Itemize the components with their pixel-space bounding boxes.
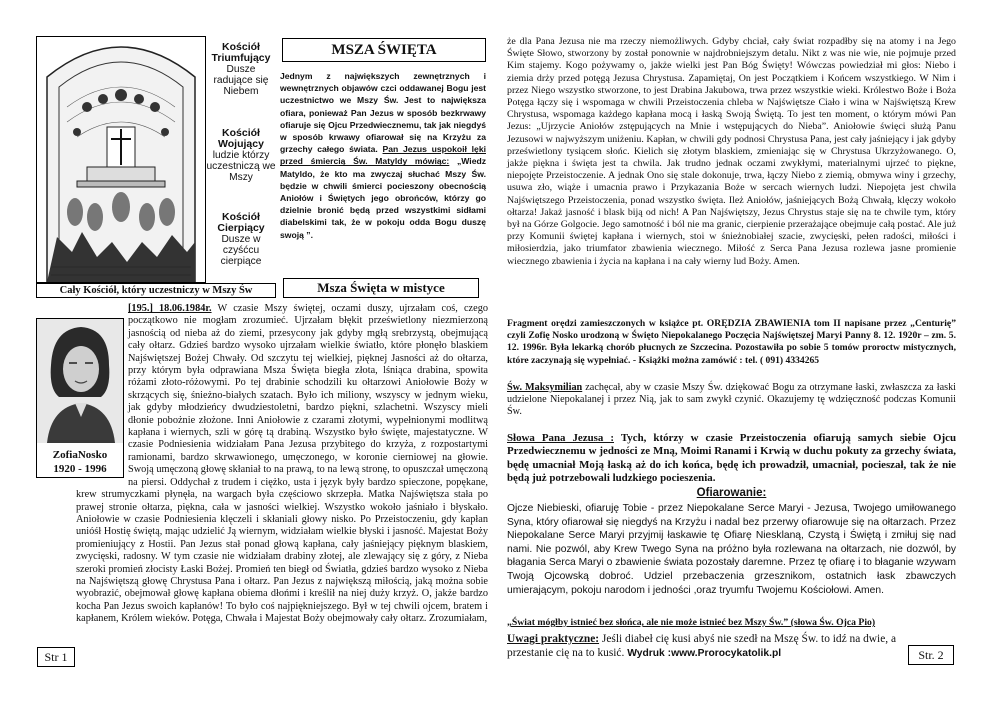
kosciol-wojujacy <box>206 128 276 183</box>
kosciol-cierpiacy <box>206 212 276 267</box>
uwagi-text: Jeśli diabeł cię kusi abyś nie szedł na Mszę Św. to idź na dwie, a przestanie cię na to kusić. <box>507 633 896 660</box>
page-number-left: Str 1 <box>37 647 75 667</box>
photo-years: 1920 - 1996 <box>53 463 107 475</box>
maksymilian-note <box>507 382 956 419</box>
church-illustration <box>36 36 206 283</box>
continuation-text: że dla Pana Jezusa nie ma rzeczy niemożliwych. Gdyby chciał, cały świat rozpadłby się na atomy i na Jego Święte Słowo, stworzony by został ponownie w najdrobniejszym detalu. Nikt z was nie wie, nie pojmuje przed Kim stajemy. Kogo pożywamy o, jakże wielki jest Pan Bóg Święty! Wówczas powiedział mi głos: Niebo i ziemia drży przed potęgą Jezusa Chrystusa. Zapamiętaj, On jest Początkiem i Końcem wszystkiego. W Nim i przez Niego wszystko stworzone, to jest Drabina Jakubowa, trwa przez wszystkie wieki. Królestwo Boże i Boża Potęga łączy się i wspomaga w chwili Przeistoczenia chleba w Najświętsze Ciało i wina w Najświętszą Krew Chrystusa, wspomaga każdego kapłana mocą i łaską Swoją Świętą. To jest ten moment, o którym mówi Pan Jezus: „Ujrzycie Aniołów zstępujących na Mnie i wstępujących do Nieba”. Aniołowie święci służą Panu Jezusowi w najwyższym uniżeniu. Kapłan, w chwili gdy podnosi Chrystusa Pana, jest cały jaśniejący i jak gdyby prześwietlony tysiącem słońc. Kielich się złotym blaskiem, zmieniając się w Chrystusa Ukrzyżowanego. O, jakże piękna i święta jest ta chwila. Jak trudno jednak oczami zwykłymi, materialnymi ujrzeć to piękne, niepojęte Przeistoczenie. A jednak Ono się stale dokonuje, trwa, łączy Niebo z ziemią, obmywa winy i grzechy, usuwa zło, wiąże i umacnia prawo i Przykazania Boże w sercach wiernych ludzi. Niepojęta jest chwila Najświętszego Przeistoczenia, ponad wszystko święta. Ileż Aniołów, jaśniejących Bożą Chwałą, klęczy wokoło ołtarza! Jakaż jasność i blask biją od nich! A Pan Najświętszy, Jezus Chrystus staje się na te chwile tym, który był na Górze Golgocie. Jego samotność i ból nie ma granic, cierpienie przerażające obejmuje całą postać. Ale już przy Komunii świętej kapłana i wiernych, stoi w śnieżnobiałej szacie, zwycięski, pełen radości, miłości i miłosierdzia, jako triumfator zbawienia wiecznego. Miłość z Serca Pana Jezusa rozlewa jasne promienie wiecznego zbawienia i życia na kapłana i na cały wierny lud Boży. Amen. <box>507 36 956 267</box>
kosciol-cierpiacy-text: Dusze w czyśćcu cierpiące <box>220 234 262 267</box>
msza-title: MSZA ŚWIĘTA <box>282 38 486 62</box>
mistyce-title: Msza Święta w mistyce <box>283 278 479 298</box>
msza-text <box>280 70 486 241</box>
kosciol-cierpiacy-title: Kościół Cierpiący <box>217 211 265 234</box>
msza-text-1: Jednym z największych zewnętrznych i wewnętrznych objawów czci oddawanej Bogu jest uczestnictwo we Mszy Św. Jest to największa ofiara, ponieważ Pan Jezus w sposób bezkrwawy ofiaruje się Ojcu Przedwiecznemu, tak jak niegdyś w sposób krwawy ofiarował się na Krzyżu za grzechy całego świata. <box>280 71 486 155</box>
ofiarowanie-text: Ojcze Niebieski, ofiaruję Tobie - przez Niepokalane Serce Maryi - Jezusa, Twojego umiłowanego Syna, który ofiarował się niegdyś na Krzyżu i nadal bez przerwy ofiarowuje się na ołtarzach. Przez Niepokalane Serce Maryi przyjmij łaskawie tę Ofiarę Niesklaną, Czystą i Świętą i zmiłuj się nad nami. Nie pozwól, aby Krew Twego Syna na próżno była rozlewana na ołtarzach, nie dozwól, by błagania Serca Maryi o zbawienie świata pozostały daremne. Przez tę ofiarę i to błaganie wzywam Twoją Ojcowską dobroć. Udziel przebaczenia grzesznikom, ostatnich łask zbawczych umierającym, pokoju narodom i jedności ,oraz tryumfu Twojemu Kościołowi. Amen. <box>507 503 956 596</box>
ofiarowanie-title: Ofiarowanie: <box>696 487 767 499</box>
kosciol-wojujacy-text: ludzie którzy uczestniczą we Mszy <box>206 150 276 183</box>
slowa-text: Tych, którzy w czasie Przeistoczenia ofiarują samych siebie Ojcu Przedwiecznemu w jedności ze Mną, Moimi Ranami i Krwią w duchu pokuty za grzechy świata, będę umacniał Moją łaską aż do ich końca, będę ich prowadził, umacniał, pocieszał, tak że nie będą już potrzebowali ludzkiego pocieszenia. <box>507 432 957 485</box>
mistyka-text: W czasie Mszy świętej, oczami duszy, ujrzałam coś, czego początkowo nie mogłam zrozumieć. Ujrzałam błękit prześwietlony niezmierzoną jasnością od nieba aż do ziemi, przesycony jak gdyby mgłą srebrzystą, obejmującą cały ołtarz. Gdzieś bardzo wysoko ujrzałam wielkie światło, które płonęło blaskiem Najświętszej Bożej Chwały. Od szczytu tej wielkiej, pięknej Jasności aż do ołtarza, przy którym była odprawiana Msza Święta biegła złota, lśniąca drabina, spowita różami złoto-różowymi. Po tej drabinie schodzili ku ołtarzowi Aniołowie Boży w skrzących się, śnieżno-białych szatach. Było ich miliony, wszyscy w jednym wieku, jak gdyby młodzieńcy dwudziestoletni, bardzo piękni, szlachetni. Wszyscy mieli dłonie pobożnie złożone. Inni Aniołowie z czarami złotymi, wypełnionymi modlitwą kapłana i wiernych, szli w górę tą drabiną. Wszystko było święte, majestatyczne. W czasie Podniesienia widziałam Pana Jezusa przybitego do krzyża, z rozpostartymi ramionami, bardzo skrwawionego, umęczonego, w koronie cierniowej na głowie. Swoją umęczoną głowę skłaniał to na prawą, to na lewą stronę, to opuszczał umęczoną na piersi. Oddychał z trudem i ciężko, usta i język były bardzo spieczone, popękane, krew strumyczkami płynęła, na wargach była częściowo skrzepła. Matka Najświętsza stała po prawej stronie ołtarza, piękna, cała w jasności wielkiej. Wszystko wokoło jaśniało i błyskało. Aniołowie w czasie Podniesienia klęczeli i skłaniali głowy nisko. Po Przeistoczeniu, gdy kapłan unióśł Hostię świętą, mając udzielić Ją wiernym, widziałam wielkie błyski i jasność. Majestat Boży promieniujący z Hostii. Pan Jezus stał ponad głową kapłana, cały jaśniejący pięknym blaskiem, zwycięski, radosny. W tym czasie nie widziałam drabiny złotej, ale zlewający się z góry, z Nieba szeroki promień złocisty Łaski Bożej. Promień ten biegł od Światła, gdzieś bardzo wysoko z Nieba na Najświętszą głowę Chrystusa Pana i ołtarz. Pan Jezus z największą miłością, jaką można sobie wyobrazić, obejmował głowę kapłana obiema dłońmi i kreślił na niej duży krzyż. O, jakże bardzo kocha Pan Jezus swoich kapłanów! To było coś najpiękniejszego. Był w tej chwili ojcem, bratem i kapłanem, Królem wieków. Potęga, Chwała i Majestat Boży obejmowały cały ołtarz. Zrozumiałam, <box>76 303 488 625</box>
church-caption: Cały Kościół, który uczestniczy w Mszy Św <box>36 283 276 298</box>
uwagi-praktyczne <box>507 632 907 661</box>
photo-name: ZofiaNosko <box>52 449 108 461</box>
mistyka-date: [195.] 18.06.1984r. <box>128 303 212 314</box>
maksymilian-name: Św. Maksymilian <box>507 382 583 393</box>
kosciol-triumfujacy-title: Kościół Triumfujący <box>211 41 271 64</box>
kosciol-triumfujacy-text: Dusze radujące się Niebem <box>213 64 269 97</box>
kosciol-wojujacy-title: Kościół Wojujący <box>218 127 264 150</box>
msza-text-2: „Wiedz Matyldo, że kto ma zwyczaj słuchać Mszy Św. będzie w chwili śmierci pocieszony obecnością Aniołów i Świętych jego obrońców, którzy go dzielnie bronić będą przed wszystkimi sidłami diabelskimi tak, że w pokoju odda Bogu duszę swoją ”. <box>280 156 487 240</box>
uwagi-label: Uwagi praktyczne: <box>507 633 600 645</box>
slowa-label: Słowa Pana Jezusa : <box>507 432 614 444</box>
kosciol-triumfujacy <box>206 42 276 97</box>
mistyka-column <box>36 303 488 678</box>
wydruk-site: Wydruk :www.Prorocykatolik.pl <box>627 648 782 660</box>
portrait-spacer <box>36 303 128 478</box>
page-number-right: Str. 2 <box>908 645 954 665</box>
church-engraving-image <box>37 37 205 282</box>
maksymilian-text: zachęcał, aby w czasie Mszy Św. dziękować Bogu za otrzymane łaski, zwłaszcza za łaski udzielone Niepokalanej i przez Nią, jak to sam zwykł czynić. Okazujemy tę wdzięczność podczas Komunii Św. <box>507 382 956 418</box>
msza-underline: Pan Jezus uspokoił lęki przed śmiercią Św. Matyldy mówiąc: <box>280 144 486 167</box>
ojciec-pio-quote: „Świat mógłby istnieć bez słońca, ale nie może istnieć bez Mszy Św.” (słowa Św. Ojca Pio) <box>507 617 876 628</box>
source-note: Fragment orędzi zamieszczonych w książce pt. ORĘDZIA ZBAWIENIA tom II napisane przez „Centurię” czyli Zofię Nosko urodzoną w Święto Niepokalanego Poczęcia Najświętszej Maryi Panny 8. 12. 1920r – zm. 5. 12. 1996r. Była lekarką chorób płucnych ze Szczecina. Pozostawiła po sobie 5 tomów proroctw mistycznych, które zaczynają się wypełniać. - Książki można zamówić : tel. ( 091) 4334265 <box>507 318 956 366</box>
slowa-jezusa <box>507 432 956 486</box>
